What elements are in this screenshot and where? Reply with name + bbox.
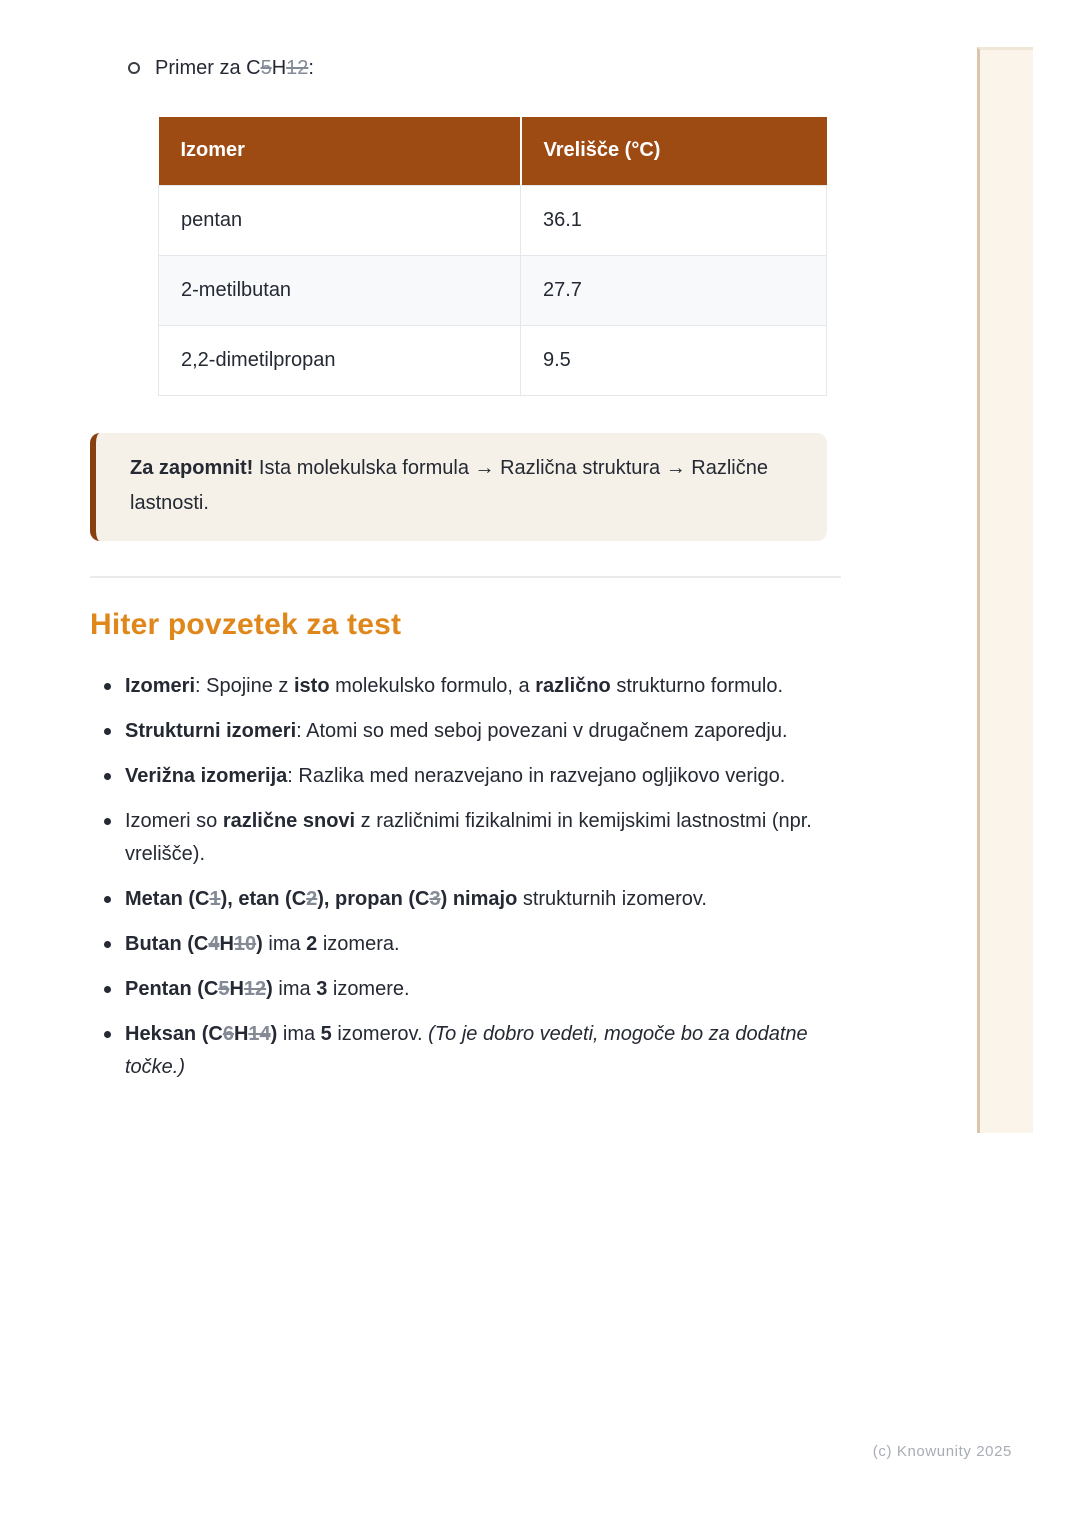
bullet-dot-icon (104, 896, 111, 903)
text-segment: ima (277, 1023, 321, 1045)
text-segment: Verižna izomerija (125, 765, 288, 787)
text-segment: (To je dobro vedeti, mogoče bo za dodatne točke.) (125, 1023, 808, 1078)
callout-text (130, 457, 768, 514)
text-segment: 6 (222, 1023, 234, 1045)
section-divider (90, 576, 841, 578)
bullet-dot-icon (104, 728, 111, 735)
text-segment: izomera. (317, 933, 400, 955)
text-segment: Metan (C (125, 888, 210, 910)
text-segment: ), etan (C (220, 888, 307, 910)
text-segment: molekulsko formulo, a (329, 675, 536, 697)
text-segment: Ista molekulska formula → Različna struktura → Različne lastnosti. (130, 457, 768, 514)
summary-bullet-text (125, 973, 835, 1006)
table-cell: 36.1 (521, 185, 827, 255)
text-segment: ) (266, 978, 273, 1000)
summary-heading: Hiter povzetek za test (90, 608, 402, 641)
summary-bullet-text (125, 805, 835, 871)
table-header-row (159, 117, 827, 185)
text-segment: isto (293, 675, 330, 697)
table-cell: 2,2-dimetilpropan (159, 325, 521, 395)
text-segment: 5 (218, 978, 230, 1000)
summary-bullet-text (125, 715, 835, 748)
text-segment: 1 (209, 888, 221, 910)
table-cell: 9.5 (521, 325, 827, 395)
text-segment: Za zapomnit! (130, 457, 254, 479)
text-segment: Izomeri (125, 675, 196, 697)
text-segment: z različnimi fizikalnimi in kemijskimi lastnostmi (npr. vrelišče). (125, 810, 812, 865)
text-segment: ) (256, 933, 263, 955)
text-segment: ), propan (C (317, 888, 430, 910)
intro-bullet-line (128, 55, 314, 82)
table-cell: pentan (159, 185, 521, 255)
text-segment: strukturnih izomerov. (517, 888, 707, 910)
bullet-dot-icon (104, 986, 111, 993)
text-segment: : Razlika med nerazvejano in razvejano ogljikovo verigo. (287, 765, 786, 787)
text-segment: izomerov. (331, 1023, 429, 1045)
summary-bullet-text (125, 928, 835, 961)
remember-callout (90, 433, 827, 541)
summary-bullet-item (90, 670, 835, 703)
summary-bullet-text (125, 883, 835, 916)
summary-bullet-item (90, 973, 835, 1006)
text-segment: H (229, 978, 244, 1000)
table-body (159, 185, 827, 395)
text-segment: : Atomi so med seboj povezani v drugačnem zaporedju. (296, 720, 788, 742)
bullet-dot-icon (104, 941, 111, 948)
bullet-dot-icon (104, 1031, 111, 1038)
summary-bullet-text (125, 1018, 835, 1084)
text-segment: 2 (306, 888, 318, 910)
table-row (159, 255, 827, 325)
page-edge-stripe (977, 47, 1033, 1133)
copyright-text: (c) Knowunity 2025 (872, 1443, 1012, 1460)
table-header (159, 117, 827, 185)
summary-bullet-text (125, 670, 835, 703)
isomer-boiling-point-table (158, 117, 827, 396)
text-segment: Izomeri so (125, 810, 223, 832)
summary-bullet-item (90, 1018, 835, 1084)
summary-bullet-item (90, 805, 835, 871)
text-segment: 5 (260, 57, 272, 79)
table-cell: 27.7 (521, 255, 827, 325)
summary-bullet-item (90, 760, 835, 793)
table-row (159, 185, 827, 255)
summary-bullet-item (90, 715, 835, 748)
table-header-vrelisce: Vrelišče (°C) (521, 117, 827, 185)
text-segment: 10 (233, 933, 257, 955)
text-segment: 2 (306, 933, 318, 955)
table-row (159, 325, 827, 395)
summary-bullet-item (90, 928, 835, 961)
bullet-dot-icon (104, 818, 111, 825)
summary-bullet-text (125, 760, 835, 793)
text-segment: Pentan (C (125, 978, 219, 1000)
table-cell: 2-metilbutan (159, 255, 521, 325)
text-segment: Primer za C (155, 57, 261, 79)
text-segment: ima (272, 978, 317, 1000)
text-segment: 3 (316, 978, 328, 1000)
bullet-dot-icon (104, 773, 111, 780)
text-segment: različno (535, 675, 611, 697)
table-header-izomer: Izomer (159, 117, 521, 185)
text-segment: ima (262, 933, 307, 955)
text-segment: ) nimajo (440, 888, 518, 910)
text-segment: 3 (429, 888, 441, 910)
text-segment: 12 (243, 978, 267, 1000)
intro-text (155, 55, 314, 82)
text-segment: različne snovi (222, 810, 356, 832)
text-segment: 14 (248, 1023, 271, 1045)
text-segment: : Spojine z (195, 675, 294, 697)
text-segment: Heksan (C (125, 1023, 223, 1045)
text-segment: ) (270, 1023, 278, 1045)
hollow-bullet-icon (128, 62, 140, 74)
text-segment: 4 (208, 933, 220, 955)
text-segment: 12 (286, 57, 309, 79)
bullet-dot-icon (104, 683, 111, 690)
text-segment: strukturno formulo. (610, 675, 784, 697)
text-segment: Butan (C (125, 933, 209, 955)
text-segment: : (308, 57, 314, 79)
summary-bullet-item (90, 883, 835, 916)
text-segment: izomere. (327, 978, 410, 1000)
text-segment: 5 (320, 1023, 332, 1045)
text-segment: H (219, 933, 234, 955)
text-segment: H (271, 57, 287, 79)
text-segment: Strukturni izomeri (125, 720, 297, 742)
text-segment: H (233, 1023, 249, 1045)
summary-list (90, 670, 835, 1096)
